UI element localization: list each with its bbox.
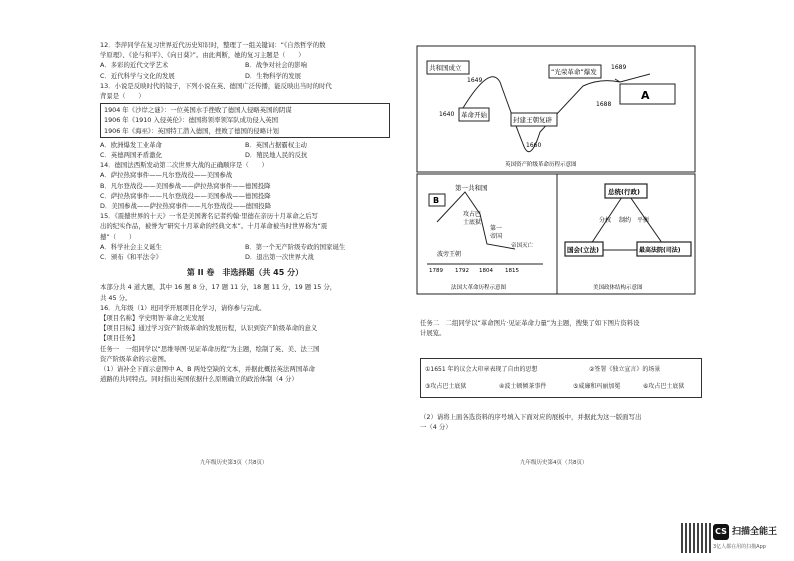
fra-year-3: 1804 (479, 268, 493, 274)
pic-2: ②签署《独立宣言》的场景 (589, 366, 661, 373)
q12-option-b: B．战争对社会的影响 (245, 61, 307, 70)
fra-bourbon: 波旁王朝 (437, 251, 462, 258)
q15-stem-2: 出的纪实作品，被誉为“研究十月革命的经典文本”。十月革命被当时世界称为“震 (100, 222, 328, 231)
q2-line-1: （2）请将上面各选资料的序号填入下面对应的展板中，并据此为这一版面写出 (420, 413, 642, 421)
q13-stem-2: 背景是（ ） (100, 92, 145, 101)
fra-bastille-2: 士底狱 (463, 219, 482, 226)
q15-option-d: D．退出第一次世界大战 (245, 253, 314, 262)
q13-options-2 (100, 150, 390, 160)
q15-option-b: B．第一个无产阶级专政的国家诞生 (245, 242, 346, 251)
camscanner-logo: CS (713, 524, 729, 540)
q13-material-1: 1904 年《沙岸之谜》：一位英国水手挫败了德国人侵略英国的阴谋 (104, 106, 292, 115)
q15-options-1 (100, 242, 390, 252)
usa-court: 最高法院(司法) (639, 247, 681, 254)
fra-empire-2: 帝国 (490, 233, 503, 240)
q15-stem: 15．《震撼世界的十天》一书是美国著名记者约翰·里德在亲历十月革命之后写 (100, 212, 318, 221)
node-glorious-rev-label: “光荣革命”爆发 (551, 68, 597, 76)
q12-stem: 12．李萍同学在复习世界近代历史知识时，整理了一组关键词：“《自然哲学的数 (100, 41, 326, 49)
france-frame (417, 174, 557, 294)
fra-empire-1: 第一 (490, 225, 503, 232)
usa-congress: 国会(立法) (567, 246, 599, 254)
node-restoration-label: 封建王朝复辟 (513, 116, 552, 124)
part2-note-2: 共 45 分。 (100, 293, 132, 302)
usa-checks: 制约 (619, 217, 632, 224)
q16-line-8: 道路的共同特点。同时指出英国依据什么原则确立的政治体制（4 分） (100, 375, 298, 384)
part2-note: 本部分共 4 道大题，其中 16 题 8 分，17 题 11 分，18 题 11 分，19 题 15 分， (100, 283, 337, 292)
q16-line-7: （1）请补全下面示意图中 A、B 两处空缺的文本，并据此概括英法两国革命 (100, 365, 315, 374)
pic-3: ③攻占巴士底狱 (425, 383, 467, 390)
qr-code-icon (681, 523, 711, 553)
q12-option-c: C．近代科学与文化的发展 (100, 71, 175, 80)
fra-year-1: 1789 (429, 268, 443, 274)
usa-balance: 平衡 (637, 217, 650, 224)
pic-4: ④波士顿倾茶事件 (499, 383, 547, 390)
task2-text (420, 318, 700, 338)
q13-stem: 13．小说是反映时代的镜子，下列小说在英、德国广泛传播，能反映出当时的时代 (100, 81, 332, 90)
england-arrow (620, 74, 650, 82)
q13-material-2: 1906 年《1910 入侵英伦》：德国将领率领军队成功侵入英国 (104, 116, 278, 125)
fra-b-label: B (433, 196, 440, 205)
picture-materials-box (420, 358, 702, 398)
pic-6: ⑥攻占巴士底狱 (643, 383, 685, 390)
camscanner-subtitle: 3亿人都在用的扫描App (713, 544, 766, 550)
year-1640: 1640 (439, 111, 455, 118)
q12-options-1 (100, 60, 390, 70)
q15-option-a: A．科学社会主义诞生 (100, 242, 162, 251)
task2-line-1: 任务二 二组同学以“革命图片·见证革命力量”为主题，搜集了如下图片资料设 (420, 319, 640, 327)
left-column (100, 40, 390, 385)
q12-options-2 (100, 71, 390, 81)
q13-option-b: B．英国占据霸权主动 (245, 140, 307, 149)
right-footer: 九年级历史第4页（共8页） (520, 460, 588, 466)
figures-area (415, 44, 698, 296)
q12-option-d: D．生物科学的发展 (245, 71, 302, 80)
node-a-label: A (641, 89, 650, 102)
q12-option-a: A．多彩的近代文学艺术 (100, 61, 169, 70)
fra-empire-fall: 帝国灭亡 (511, 243, 534, 249)
node-revolution-start-label: 革命开始 (461, 111, 487, 119)
usa-separation: 分权 (599, 217, 612, 224)
q12-stem-2: 学原理》、《论与和平》、《向日葵》”。由此判断，她的复习主题是（ ） (100, 51, 305, 60)
q13-material-3: 1906 年《海巫》：英国特工潜入德国，挫败了德国的侵略计划 (104, 126, 279, 135)
q16-line-6: 资产阶级革命的示意图。 (100, 354, 171, 363)
left-footer: 九年级历史第3页（共8页） (200, 460, 268, 466)
year-1688: 1688 (596, 101, 612, 108)
q15-stem-3: 撼”（ ） (100, 232, 136, 241)
q2-text (420, 412, 700, 432)
pic-1: ①1651 年的议会大印章表现了自由的思想 (425, 366, 538, 373)
england-caption: 英国资产阶级革命历程示意图 (505, 162, 577, 168)
node-republic-label: 共和国成立 (429, 64, 462, 72)
q14-option-c: C．萨拉热窝事件——凡尔登战役——美国参战——德国投降 (100, 191, 271, 200)
year-1689: 1689 (611, 64, 627, 71)
task2-line-2: 计展览。 (420, 329, 446, 337)
year-1660: 1660 (526, 142, 542, 149)
q2-line-2: 一（4 分） (420, 423, 452, 431)
q13-option-a: A．欧洲爆发工业革命 (100, 140, 162, 149)
q14-stem: 14．德国法西斯发动第二次世界大战的正确顺序是（ ） (100, 161, 268, 170)
part2-title: 第 II 卷 非选择题（共 45 分） (186, 268, 304, 278)
figures-svg (415, 44, 698, 296)
q15-option-c: C．颁布《和平法令》 (100, 253, 162, 262)
q16-line-3: 【项目目标】通过学习资产阶级革命的发展历程，认识到资产阶级革命的意义 (100, 324, 318, 333)
fra-first-republic: 第一共和国 (455, 184, 488, 192)
q13-material-box (100, 103, 390, 138)
q15-options-2 (100, 252, 390, 262)
q16-line-1: 16．九年级（1）班同学开展项目化学习，请你参与完成。 (100, 303, 266, 312)
q16-line-4: 【项目任务】 (100, 334, 139, 343)
q13-option-c: C．英德两国矛盾激化 (100, 151, 162, 160)
q16-line-2: 【项目名称】学史明智·革命之光发展 (100, 314, 205, 323)
q16-line-5: 任务一 一组同学以“思维导图·见证革命历程”为主题，绘制了英、美、法三国 (100, 344, 320, 353)
pic-5: ⑤威廉和玛丽加冕 (573, 383, 621, 390)
q13-options-1 (100, 140, 390, 150)
fra-bastille-1: 攻占巴 (463, 211, 482, 218)
q13-option-d: D．殖民地人民的反抗 (245, 151, 308, 160)
q14-option-d: D．美国参战——萨拉热窝事件——凡尔登战役——德国投降 (100, 202, 272, 211)
year-1649: 1649 (467, 77, 483, 84)
q14-option-a: A．萨拉热窝事件——凡尔登战役——美国参战 (100, 171, 233, 180)
fra-year-4: 1815 (505, 268, 519, 274)
fra-year-2: 1792 (455, 268, 469, 274)
usa-caption: 美国政体结构示意图 (593, 285, 643, 291)
camscanner-title: 扫描全能王 (732, 527, 778, 537)
usa-president: 总统(行政) (608, 188, 640, 196)
france-caption: 法国大革命历程示意图 (451, 285, 507, 291)
q14-option-b: B．凡尔登战役——美国参战——萨拉热窝事件——德国投降 (100, 181, 271, 190)
